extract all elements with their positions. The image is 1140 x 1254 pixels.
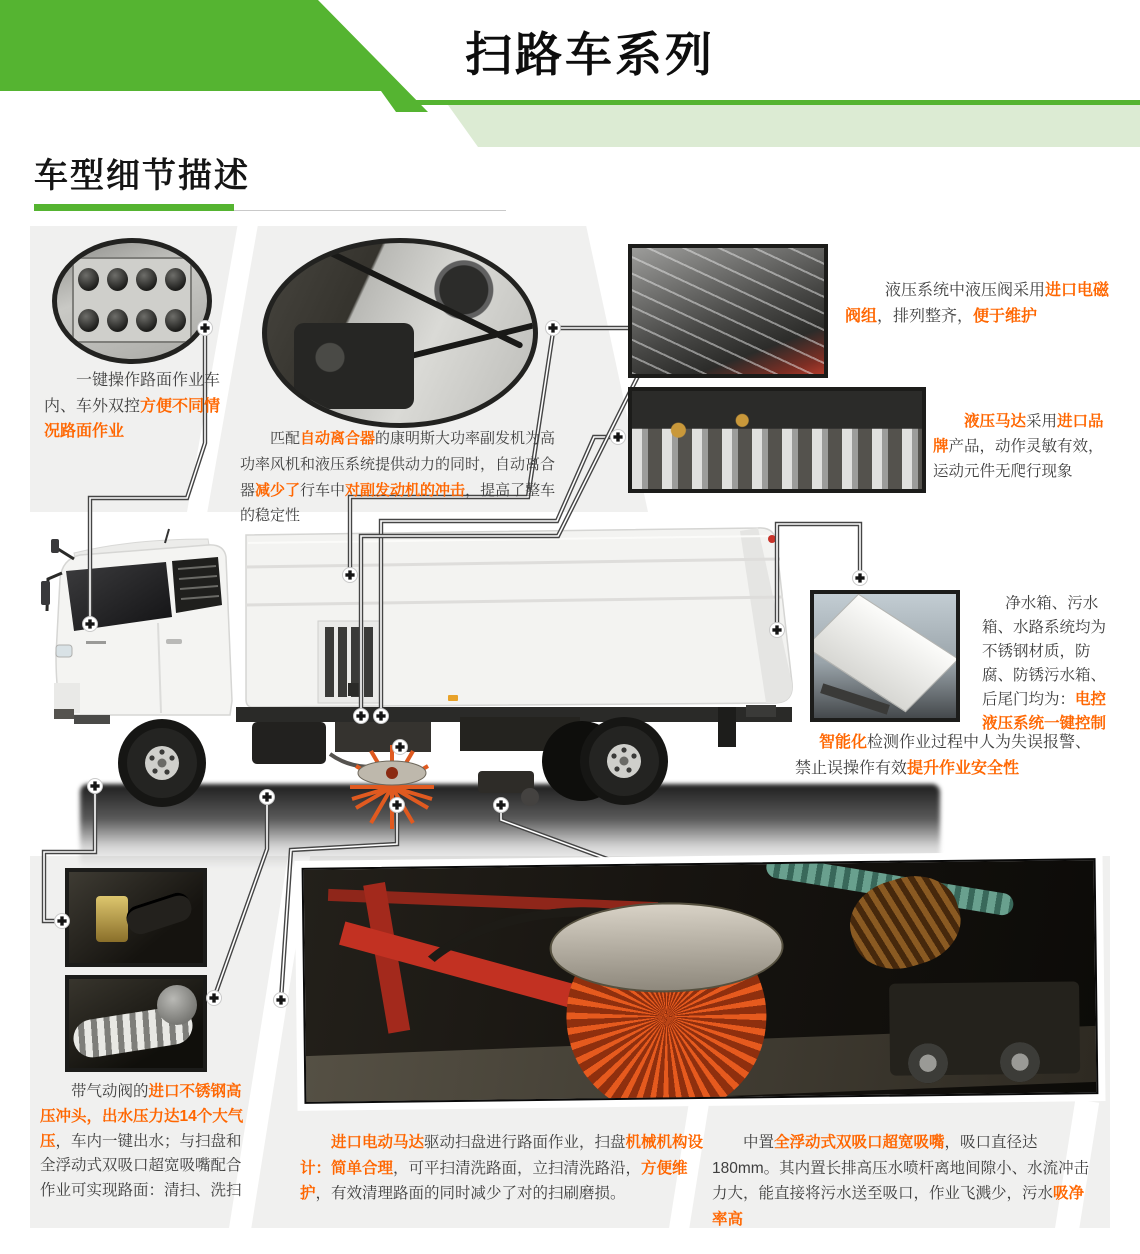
header-green-rule	[414, 100, 1140, 105]
text-segment: ，排列整齐，	[877, 307, 974, 325]
text-segment: 带气动阀的	[71, 1083, 149, 1100]
knob-icon	[107, 268, 128, 291]
text-segment: 智能化	[819, 734, 868, 751]
text-segment: 进口品牌	[933, 413, 1104, 455]
knob-icon	[136, 268, 157, 291]
text-segment: 中置	[743, 1134, 775, 1151]
text-segment: 电控液压系统一键控制	[982, 691, 1107, 733]
text-segment: 产品，动作灵敏有效，运动元件无爬行现象	[933, 437, 1104, 480]
solenoid-valve-photo	[628, 244, 828, 378]
callout-text-suction-nozzle	[712, 1130, 1092, 1233]
knob-icon	[78, 309, 99, 332]
auxiliary-engine-photo	[262, 238, 538, 428]
brass-fitting-graphic	[96, 896, 128, 942]
text-segment: 机械机构设计：简单合理	[300, 1134, 704, 1177]
callout-text-control-panel	[44, 368, 224, 445]
knob-icon	[136, 309, 157, 332]
text-segment: 自动离合器	[300, 430, 376, 447]
text-segment: 提升作业安全性	[907, 759, 1020, 777]
text-segment: 行车中	[300, 481, 346, 499]
stainless-pipe-photo	[65, 975, 207, 1072]
text-segment: 驱动扫盘进行路面作业，扫盘	[424, 1134, 626, 1151]
callout-text-solenoid-valves	[845, 278, 1113, 329]
callout-text-hydraulic-motor	[933, 410, 1109, 484]
text-segment: 方便维护	[300, 1159, 688, 1203]
underbody-sweeper-photo-inner	[302, 858, 1099, 1104]
text-segment: 净水箱、污水箱、水路系统均为不锈钢材质，防腐、防锈污水箱、后尾门均为：	[982, 595, 1107, 709]
nozzle-assembly-graphic	[889, 982, 1080, 1076]
section-title: 车型细节描述	[34, 157, 250, 195]
text-segment: ，吸口直径达180mm。其内置长排高压水喷杆离地间隙小、水流冲击力大，能直接将污水送至吸口，作业飞溅少，污水	[712, 1134, 1090, 1203]
text-segment: 减少了	[255, 481, 301, 499]
underbody-sweeper-photo	[295, 851, 1106, 1111]
text-segment: 进口不锈钢高压冲头，出水压力达14个大气压	[40, 1083, 244, 1150]
pipe-elbow-graphic	[157, 985, 197, 1025]
text-segment: 便于维护	[973, 307, 1038, 325]
hose-graphic	[123, 890, 195, 938]
callout-text-flush-head	[40, 1080, 252, 1204]
text-segment: 一键操作路面作业车内、车外双控	[44, 372, 221, 415]
text-segment: ，可平扫清洗路面，立扫清洗路沿，	[393, 1159, 642, 1177]
callout-text-sweep-disc	[300, 1130, 704, 1207]
text-segment: 对副发动机的冲击	[345, 481, 466, 499]
text-segment: 匹配	[270, 430, 301, 447]
header-green-banner-shape	[0, 0, 430, 112]
text-segment: 进口电磁阀组	[845, 282, 1110, 325]
hydraulic-motor-photo	[628, 387, 926, 493]
text-segment: 采用	[1026, 413, 1058, 430]
section-underline-green	[34, 204, 234, 211]
text-segment: 全浮动式双吸口超宽吸嘴	[774, 1134, 945, 1151]
control-panel-photo	[52, 238, 212, 364]
text-segment: 的康明斯大功率副发机为高功率风机和液压系统提供动力的同时，自动离合器	[240, 430, 556, 499]
header-light-green-band	[414, 105, 1140, 147]
text-segment: 进口电动马达	[331, 1134, 425, 1151]
knob-icon	[165, 309, 186, 332]
knob-icon	[165, 268, 186, 291]
callout-marker-icon	[853, 571, 868, 586]
text-segment: ，车内一键出水；与扫盘和全浮动式双吸口超宽吸嘴配合作业可实现路面：清扫、洗扫	[40, 1132, 242, 1200]
text-segment: 检测作业过程中人为失误报警、禁止误操作有效	[795, 734, 1092, 777]
side-brush-graphic	[350, 745, 434, 829]
text-segment: 方便不同情况路面作业	[44, 397, 221, 441]
knob-icon	[107, 309, 128, 332]
text-segment: 液压系统中液压阀采用	[885, 282, 1046, 299]
engine-block-graphic	[294, 323, 414, 409]
tipping-tank-photo	[810, 590, 960, 722]
page-title: 扫路车系列	[465, 28, 715, 81]
text-segment: ，提高了整车的稳定性	[240, 481, 556, 525]
callout-text-water-tanks	[982, 592, 1114, 736]
control-panel-face	[72, 257, 192, 343]
callout-text-clutch-engine	[240, 426, 564, 529]
callout-text-smart-monitor	[795, 730, 1107, 781]
text-segment: 吸净率高	[712, 1185, 1085, 1229]
text-segment: ，有效清理路面的同时减少了对的扫刷磨损。	[315, 1185, 626, 1203]
text-segment: 液压马达	[964, 413, 1027, 430]
flush-valve-photo	[65, 868, 207, 967]
knob-icon	[78, 268, 99, 291]
